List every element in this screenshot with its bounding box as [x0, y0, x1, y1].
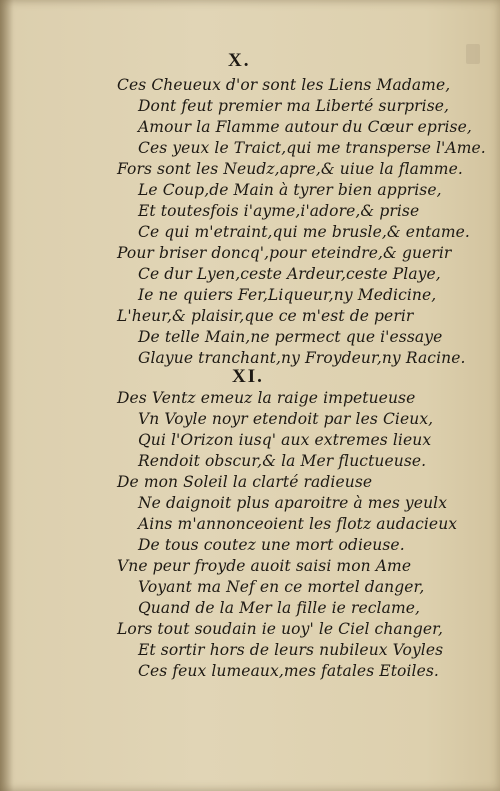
verse-line: Lors tout soudain ie uoy' le Ciel changer, [117, 620, 443, 638]
verse-line: Ie ne quiers Fer,Liqueur,ny Medicine, [138, 286, 437, 304]
verse-line: Ains m'annonceoient les flotz audacieux [138, 515, 458, 533]
verse-line: Et toutesfois i'ayme,i'adore,& prise [138, 202, 420, 220]
verse-line: Et sortir hors de leurs nubileux Voyles [138, 641, 444, 659]
verse-line: Rendoit obscur,& la Mer fluctueuse. [138, 452, 427, 470]
verse-line: Vn Voyle noyr etendoit par les Cieux, [138, 410, 434, 428]
sonnet-xi-heading: XI. [232, 366, 264, 387]
verse-line: Amour la Flamme autour du Cœur eprise, [138, 118, 472, 136]
verse-line: L'heur,& plaisir,que ce m'est de perir [117, 307, 414, 325]
verse-line: Voyant ma Nef en ce mortel danger, [138, 578, 425, 596]
verse-line: Vne peur froyde auoit saisi mon Ame [117, 557, 412, 575]
verse-line: Glayue tranchant,ny Froydeur,ny Racine. [138, 349, 466, 367]
verse-line: Dont feut premier ma Liberté surprise, [138, 97, 450, 115]
verse-line: Qui l'Orizon iusq' aux extremes lieux [138, 431, 432, 449]
verse-line: Fors sont les Neudz,apre,& uiue la flamme. [117, 160, 463, 178]
verse-line: Pour briser doncq',pour eteindre,& guerir [117, 244, 452, 262]
verse-line: Quand de la Mer la fille ie reclame, [138, 599, 421, 617]
verse-line: Ces yeux le Traict,qui me transperse l'Ame. [138, 139, 486, 157]
verse-line: Ce qui m'etraint,qui me brusle,& entame. [138, 223, 470, 241]
sonnet-x-heading: X. [228, 50, 251, 71]
verse-line: De telle Main,ne permect que i'essaye [138, 328, 443, 346]
verse-line: Ces Cheueux d'or sont les Liens Madame, [117, 76, 451, 94]
verse-line: Ne daignoit plus aparoitre à mes yeulx [138, 494, 448, 512]
verse-line: Des Ventz emeuz la raige impetueuse [117, 389, 416, 407]
verse-line: De mon Soleil la clarté radieuse [117, 473, 373, 491]
verse-line: Ce dur Lyen,ceste Ardeur,ceste Playe, [138, 265, 441, 283]
verse-line: Ces feux lumeaux,mes fatales Etoiles. [138, 662, 439, 680]
verse-line: De tous coutez une mort odieuse. [138, 536, 405, 554]
verse-line: Le Coup,de Main à tyrer bien apprise, [138, 181, 442, 199]
